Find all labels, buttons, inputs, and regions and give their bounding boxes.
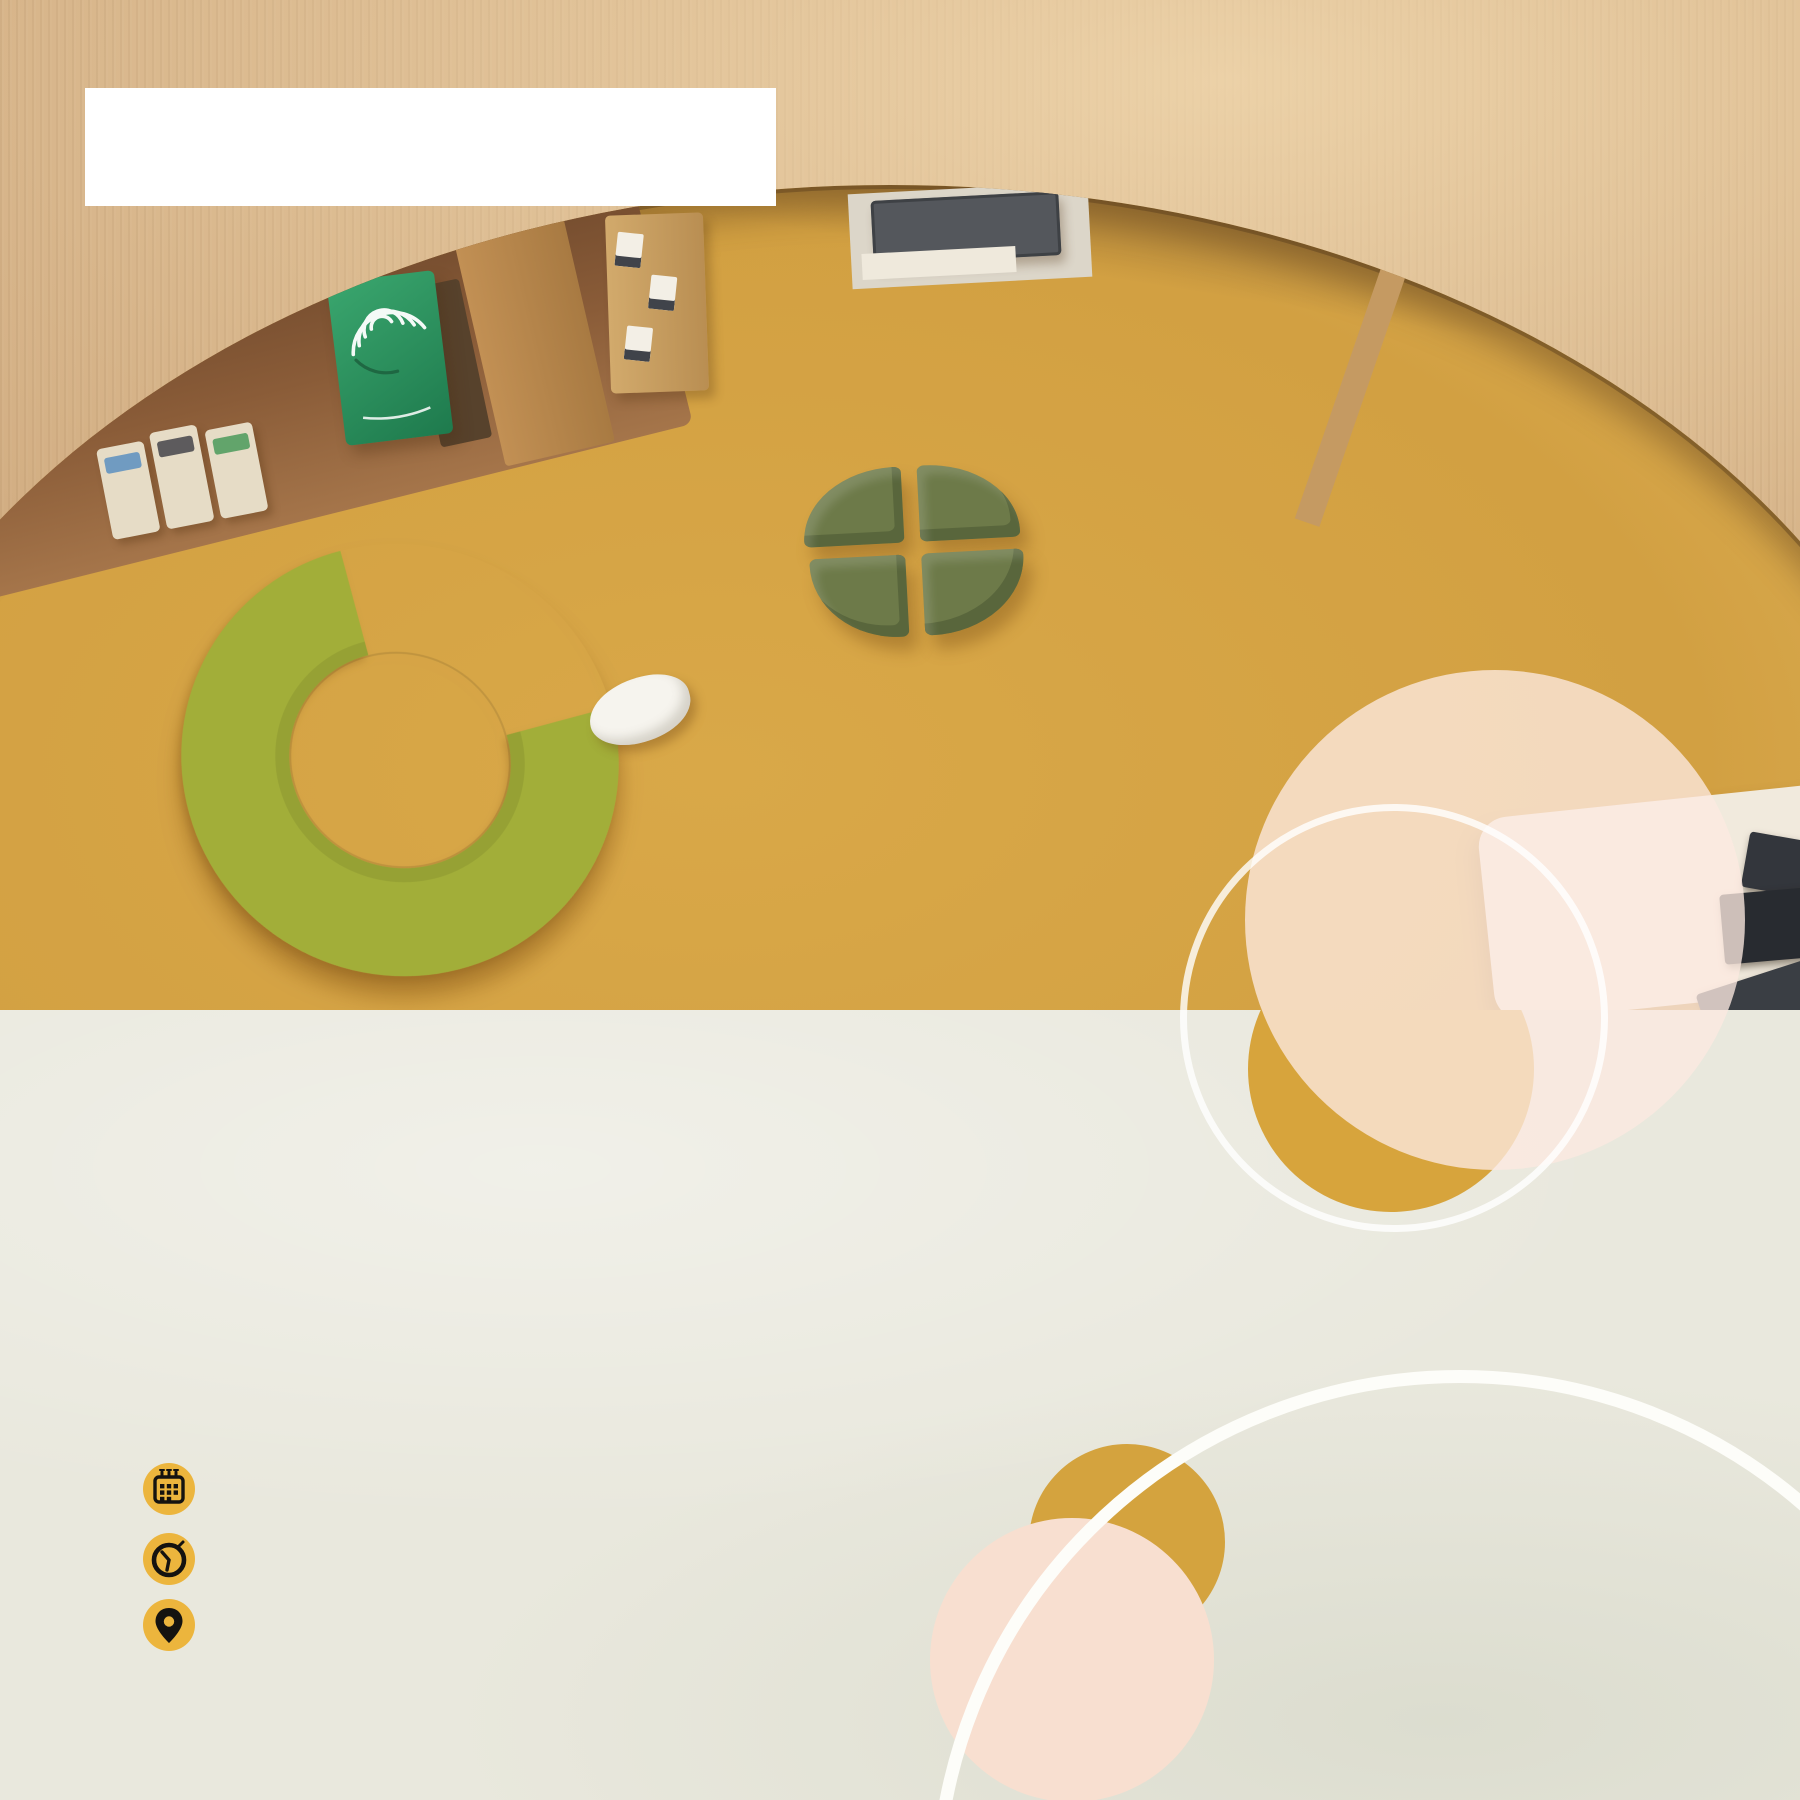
detail-row-location xyxy=(142,1598,228,1735)
decor-white-ring-top xyxy=(1180,804,1608,1232)
detail-row-time xyxy=(142,1532,228,1586)
arch-shadow xyxy=(528,185,1800,421)
clock-icon xyxy=(142,1532,196,1586)
four-leaf-pouf xyxy=(801,460,1030,643)
detail-row-date xyxy=(142,1462,228,1516)
decor-white-ring-bottom xyxy=(930,1370,1800,1800)
calendar-icon xyxy=(142,1462,196,1516)
recycle-bin xyxy=(149,424,215,529)
event-type-badge xyxy=(85,88,776,206)
library-banner xyxy=(326,270,453,446)
recycle-bin xyxy=(204,422,268,520)
book-display-tower xyxy=(605,212,709,393)
location-icon xyxy=(142,1598,196,1652)
